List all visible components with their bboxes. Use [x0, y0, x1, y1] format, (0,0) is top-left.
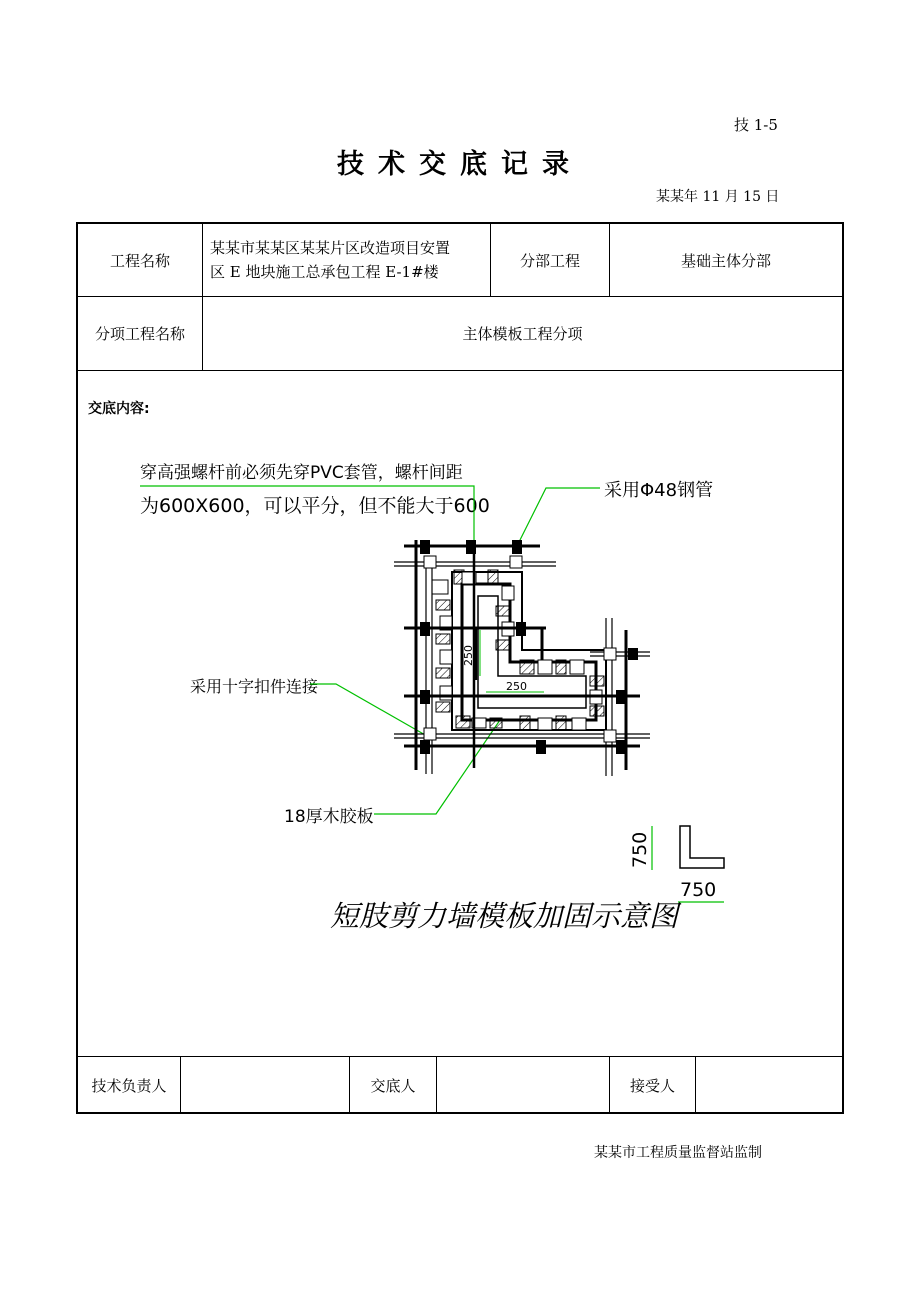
- dim-750-vertical: 750: [629, 831, 651, 868]
- discloser-field[interactable]: [437, 1057, 609, 1113]
- subitem-label: 分项工程名称: [94, 325, 185, 343]
- note-bolt-line2: 为600X600，可以平分，但不能大于600: [140, 495, 490, 517]
- project-name-line2: 区 E 地块施工总承包工程 E-1#楼: [210, 263, 439, 281]
- inner-formwork: [478, 596, 586, 708]
- project-name-line1: 某某市某某区某某片区改造项目安置: [210, 239, 451, 257]
- dim-750-horizontal: 750: [680, 879, 717, 901]
- receiver-field[interactable]: [696, 1057, 842, 1113]
- project-name-label: 工程名称: [109, 251, 170, 270]
- form-code: 技 1-5: [734, 116, 778, 134]
- l-shape-legend: [680, 826, 724, 868]
- discloser-label: 交底人: [370, 1076, 416, 1095]
- tech-lead-field[interactable]: [181, 1057, 349, 1113]
- tech-lead-label: 技术负责人: [91, 1076, 167, 1095]
- note-pipe: 采用Φ48钢管: [604, 480, 714, 501]
- supervision-footer: 某某市工程质量监督站监制: [594, 1145, 762, 1161]
- receiver-label: 接受人: [629, 1076, 675, 1095]
- note-coupler: 采用十字扣件连接: [190, 677, 319, 696]
- document-date: 某某年 11 月 15 日: [656, 189, 780, 205]
- dim-250-vertical: 250: [462, 645, 475, 666]
- dim-250-horizontal: 250: [506, 680, 527, 693]
- wall-section: [432, 570, 606, 730]
- diagram-caption: 短肢剪力墙模板加固示意图: [330, 899, 679, 933]
- division-label: 分部工程: [519, 251, 580, 270]
- disclosure-label: 交底内容:: [88, 401, 150, 417]
- leader-pipe: [516, 488, 600, 548]
- document-title: 技术交底记录: [337, 149, 583, 180]
- subitem-value: 主体模板工程分项: [462, 325, 583, 343]
- wall-outline: [462, 584, 596, 720]
- note-bolt-line1: 穿高强螺杆前必须先穿PVC套管，螺杆间距: [140, 463, 463, 483]
- note-plywood: 18厚木胶板: [284, 807, 374, 827]
- division-value: 基础主体分部: [680, 251, 771, 270]
